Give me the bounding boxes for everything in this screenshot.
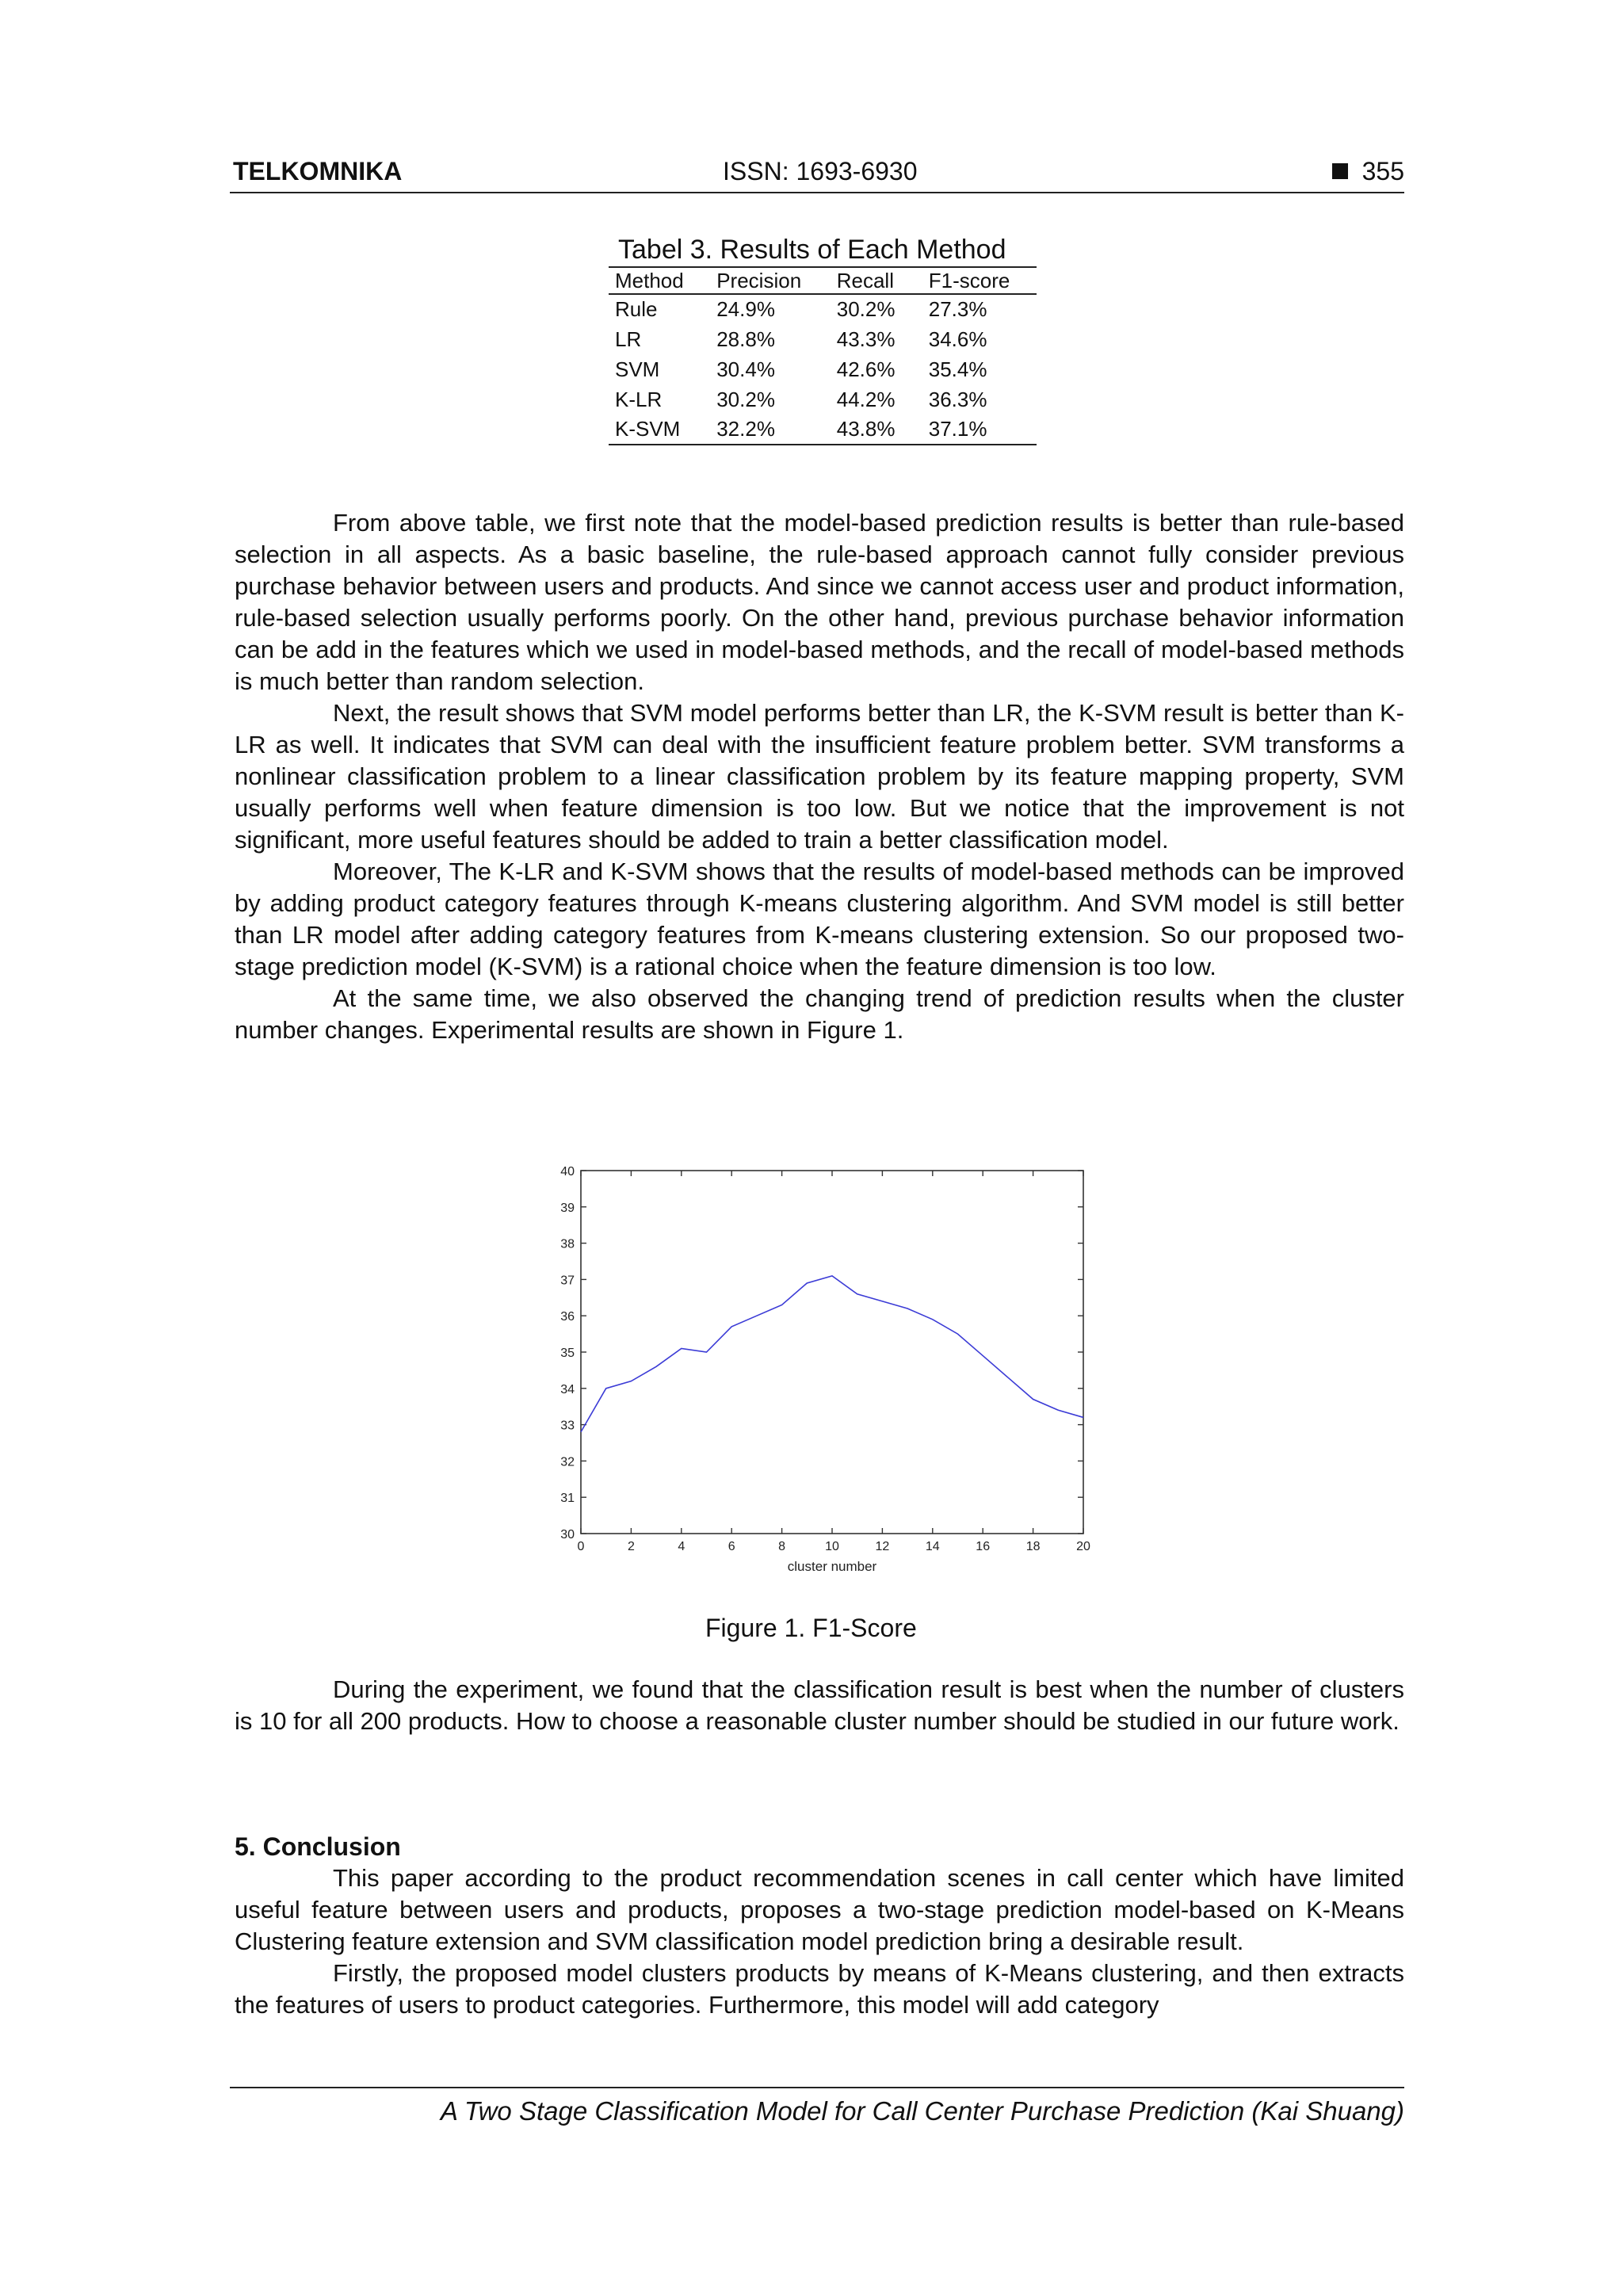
results-table [609,266,1037,445]
plot-frame [581,1171,1083,1534]
x-axis-label: cluster number [787,1559,877,1574]
x-tick-label: 10 [825,1540,839,1553]
table-cell: 44.2% [836,387,896,411]
header-recall: Recall [836,268,894,292]
black-square-icon [1332,163,1348,179]
table-cell: 27.3% [928,297,987,321]
x-tick-label: 6 [727,1540,735,1553]
y-tick-label: 34 [560,1382,575,1396]
table-row [609,415,1037,445]
x-tick-label: 8 [778,1540,786,1553]
paragraph: Moreover, The K-LR and K-SVM shows that the results of model-based methods can be improved by adding product category features through K-means clustering algorithm. And SVM model is still better than LR model after adding category features from K-means clustering extension. So our proposed two-stage prediction model (K-SVM) is a rational choice when the feature dimension is too low. [235,858,1404,980]
table-cell: 34.6% [928,327,987,351]
y-tick-label: 38 [560,1237,575,1251]
header-method: Method [615,268,684,292]
table-cell: 43.8% [836,417,896,441]
x-tick-label: 4 [678,1540,685,1553]
figure-caption: Figure 1. F1-Score [705,1614,917,1642]
section-title: 5. Conclusion [235,1832,401,1861]
header-precision: Precision [716,268,802,292]
conclusion-text [235,1862,1404,2021]
table-cell: K-SVM [615,417,681,441]
y-tick-label: 40 [560,1165,575,1179]
table-cell: 35.4% [928,357,987,381]
x-tick-label: 12 [875,1540,890,1553]
y-tick-label: 33 [560,1419,575,1433]
table-row [609,354,1037,384]
table-cell: 24.9% [716,297,775,321]
running-title: A Two Stage Classification Model for Call Center Purchase Prediction (Kai Shuang) [440,2096,1404,2126]
table-cell: LR [615,327,642,351]
x-tick-label: 16 [976,1540,991,1553]
paragraph: From above table, we first note that the model-based prediction results is better than rule-based selection in all aspects. As a basic baseline, the rule-based approach cannot fully consider previous purchase behavior between users and products. And since we cannot access user and product information, rule-based selection usually performs poorly. On the other hand, previous purchase behavior information can be add in the features which we used in model-based methods, and the recall of model-based methods is much better than random selection. [235,509,1404,695]
x-tick-label: 0 [577,1540,585,1553]
f1-score-chart [523,1153,1109,1581]
table-cell: 43.3% [836,327,896,351]
table-caption: Tabel 3. Results of Each Method [618,235,1006,265]
f1-series-line [581,1276,1083,1432]
issn-label: ISSN: 1693-6930 [723,157,918,185]
table-cell: 36.3% [928,387,987,411]
paragraph: This paper according to the product recommendation scenes in call center which have limited useful feature between users and products, proposes a two-stage prediction model-based on K-Means Clustering feature extension and SVM classification model prediction bring a desirable result. [235,1864,1404,1955]
table-cell: 32.2% [716,417,775,441]
x-tick-label: 14 [925,1540,940,1553]
table-cell: SVM [615,357,660,381]
table-cell: 30.2% [836,297,896,321]
discussion-text [235,507,1404,1046]
table-cell: 42.6% [836,357,896,381]
table-header-row [609,267,1037,294]
table-cell: 28.8% [716,327,775,351]
paragraph: Next, the result shows that SVM model performs better than LR, the K-SVM result is better than K-LR as well. It indicates that SVM can deal with the insufficient feature problem better. SVM transforms a nonlinear classification problem to a linear classification problem by its feature mapping property, SVM usually performs well when feature dimension is too low. But we notice that the improvement is not significant, more useful features should be added to train a better classification model. [235,699,1404,854]
table-cell: 30.2% [716,387,775,411]
table-row [609,294,1037,324]
page-number-box [1332,155,1404,187]
header-f1: F1-score [928,268,1010,292]
y-tick-label: 37 [560,1274,575,1288]
y-tick-label: 35 [560,1347,575,1360]
table-cell: Rule [615,297,658,321]
y-tick-label: 32 [560,1455,575,1469]
paragraph: At the same time, we also observed the changing trend of prediction results when the cluster number changes. Experimental results are shown in Figure 1. [235,984,1404,1044]
table-row [609,384,1037,415]
paragraph: Firstly, the proposed model clusters products by means of K-Means clustering, and then extracts the features of users to product categories. Furthermore, this model will add category [235,1959,1404,2019]
post-figure-text [235,1674,1404,1737]
page-number: 355 [1361,157,1404,185]
table-cell: 30.4% [716,357,775,381]
y-tick-label: 39 [560,1201,575,1215]
table-row [609,324,1037,354]
y-tick-label: 30 [560,1528,575,1541]
x-tick-label: 2 [627,1540,635,1553]
x-tick-label: 20 [1076,1540,1090,1553]
x-tick-label: 18 [1025,1540,1041,1553]
y-tick-label: 31 [560,1492,575,1506]
table-cell: 37.1% [928,417,987,441]
table-cell: K-LR [615,387,663,411]
journal-name: TELKOMNIKA [233,157,403,185]
paragraph: During the experiment, we found that the classification result is best when the number of clusters is 10 for all 200 products. How to choose a reasonable cluster number should be studied in our future work. [235,1675,1404,1735]
page-footer [230,2087,1404,2126]
page-header [230,155,1404,193]
y-tick-label: 36 [560,1310,575,1324]
